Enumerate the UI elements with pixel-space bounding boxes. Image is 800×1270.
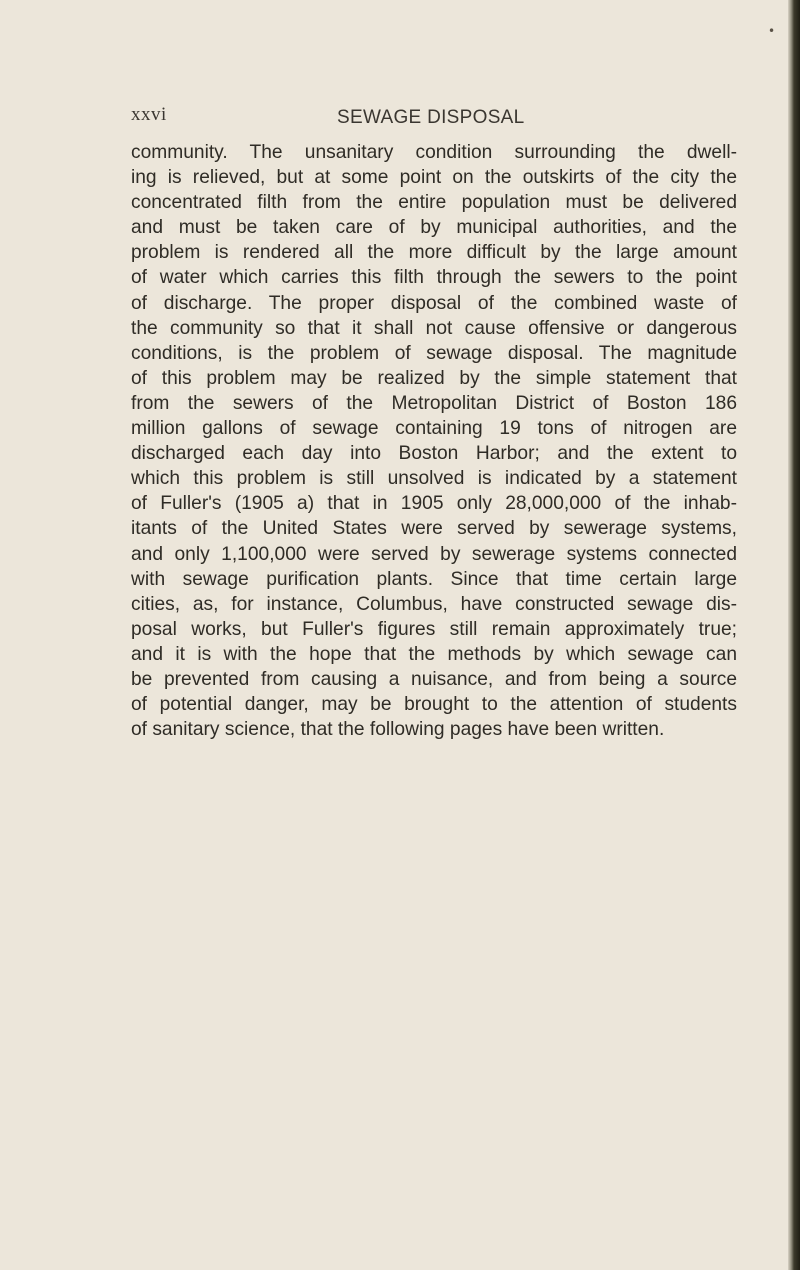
text-line: and only 1,100,000 were served by sewerage systems connected <box>131 543 737 565</box>
text-line: of Fuller's (1905 a) that in 1905 only 28,000,000 of the inhab- <box>131 493 737 515</box>
text-line: and it is with the hope that the methods by which sewage can <box>131 643 737 665</box>
text-line: of discharge. The proper disposal of the combined waste of <box>131 292 737 314</box>
text-line: conditions, is the problem of sewage disposal. The magnitude <box>131 342 737 364</box>
page-number: xxvi <box>131 104 167 125</box>
text-line: posal works, but Fuller's figures still remain approximately true; <box>131 618 737 640</box>
text-line: concentrated filth from the entire population must be delivered <box>131 192 737 214</box>
text-line: problem is rendered all the more difficult by the large amount <box>131 242 737 264</box>
text-line: with sewage purification plants. Since that time certain large <box>131 568 737 590</box>
text-line: of potential danger, may be brought to the attention of students <box>131 694 737 716</box>
text-line: of this problem may be realized by the simple statement that <box>131 367 737 389</box>
text-line: itants of the United States were served by sewerage systems, <box>131 518 737 540</box>
text-line: which this problem is still unsolved is indicated by a statement <box>131 468 737 490</box>
text-line: discharged each day into Boston Harbor; and the extent to <box>131 443 737 465</box>
book-spine-edge <box>788 0 800 1270</box>
text-line: and must be taken care of by municipal authorities, and the <box>131 217 737 239</box>
page-header <box>128 104 778 134</box>
text-line: ing is relieved, but at some point on the outskirts of the city the <box>131 167 737 189</box>
running-head: SEWAGE DISPOSAL <box>337 107 525 128</box>
text-line: the community so that it shall not cause offensive or dangerous <box>131 317 737 339</box>
text-line: from the sewers of the Metropolitan District of Boston 186 <box>131 392 737 414</box>
text-line: be prevented from causing a nuisance, and from being a source <box>131 668 737 690</box>
text-line: cities, as, for instance, Columbus, have constructed sewage dis- <box>131 593 737 615</box>
text-line: community. The unsanitary condition surrounding the dwell- <box>131 142 737 163</box>
ink-speck: • <box>768 24 776 38</box>
text-line: million gallons of sewage containing 19 tons of nitrogen are <box>131 418 737 440</box>
text-line: of water which carries this filth through the sewers to the point <box>131 267 737 289</box>
body-paragraph <box>131 140 737 742</box>
text-line: of sanitary science, that the following pages have been written. <box>131 719 665 741</box>
